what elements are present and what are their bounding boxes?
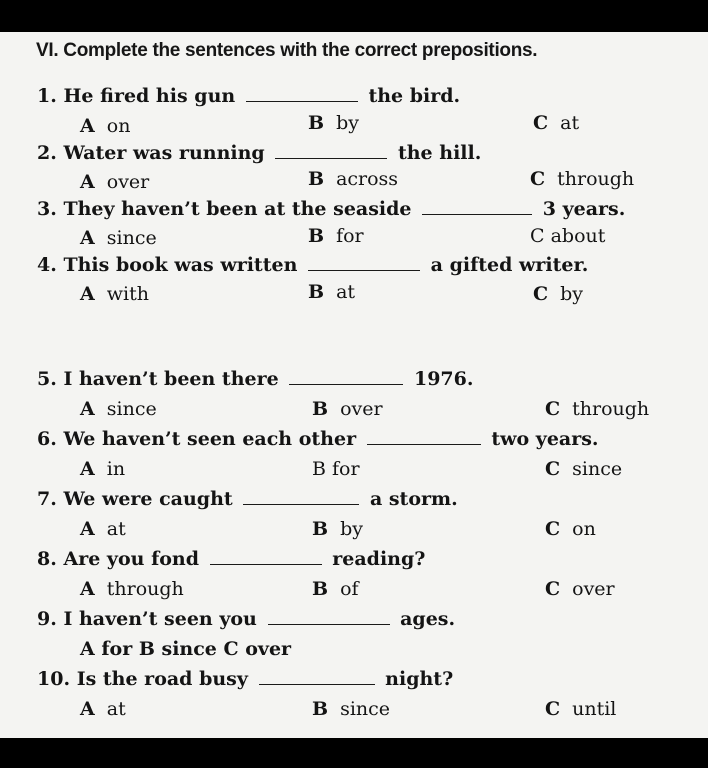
question-text-before: Are you fond — [63, 548, 200, 570]
option-a[interactable]: A since — [80, 227, 157, 249]
option-b[interactable]: B since — [312, 698, 391, 720]
question-text-after: reading? — [332, 548, 426, 570]
question-text-before: I haven’t seen you — [63, 608, 257, 630]
question-1 — [37, 85, 460, 107]
option-a[interactable]: A since — [80, 398, 157, 420]
question-text-before: Water was running — [63, 142, 265, 164]
option-b-text: at — [336, 281, 356, 303]
question-text-before: Is the road busy — [76, 668, 248, 690]
question-8 — [37, 548, 425, 570]
answer-blank[interactable] — [308, 254, 420, 271]
option-a-text: at — [106, 518, 126, 540]
answer-blank[interactable] — [367, 428, 481, 445]
option-c[interactable]: C on — [545, 518, 596, 540]
option-c-text: on — [572, 518, 596, 540]
question-number: 2. — [37, 142, 57, 164]
question-number: 9. — [37, 608, 57, 630]
option-c[interactable]: C at — [533, 112, 580, 134]
option-b-text: since — [340, 698, 391, 720]
option-c[interactable]: C through — [545, 398, 650, 420]
options-line[interactable]: A for B since C over — [80, 638, 292, 660]
option-c[interactable]: C since — [545, 458, 623, 480]
exercise-heading: VI. Complete the sentences with the correct prepositions. — [36, 40, 538, 61]
question-number: 5. — [37, 368, 57, 390]
question-number: 1. — [37, 85, 57, 107]
option-c[interactable]: C through — [530, 168, 635, 190]
option-b[interactable]: B across — [308, 168, 399, 190]
question-2 — [37, 142, 481, 164]
question-10 — [37, 668, 453, 690]
question-number: 4. — [37, 254, 57, 276]
option-c[interactable]: C by — [533, 283, 584, 305]
question-text-before: I haven’t been there — [63, 368, 279, 390]
answer-blank[interactable] — [210, 548, 322, 565]
option-a[interactable]: A through — [80, 578, 184, 600]
option-c-text: through — [572, 398, 650, 420]
option-a[interactable]: A in — [80, 458, 126, 480]
option-a-text: in — [106, 458, 126, 480]
answer-blank[interactable] — [289, 368, 403, 385]
answer-blank[interactable] — [246, 85, 358, 102]
option-a[interactable]: A on — [80, 115, 131, 137]
option-b-text: by — [340, 518, 363, 540]
question-7 — [37, 488, 458, 510]
question-text-before: We haven’t seen each other — [63, 428, 357, 450]
option-c-text: through — [557, 168, 635, 190]
option-b-text: over — [340, 398, 383, 420]
option-b[interactable]: B by — [312, 518, 363, 540]
option-c[interactable]: C until — [545, 698, 617, 720]
option-c-text: until — [572, 698, 617, 720]
option-a[interactable]: A at — [80, 518, 126, 540]
option-a-text: at — [106, 698, 126, 720]
option-b-text: for — [336, 225, 364, 247]
question-text-after: a gifted writer. — [430, 254, 589, 276]
question-text-before: He fired his gun — [63, 85, 236, 107]
option-c-text: at — [560, 112, 580, 134]
question-4 — [37, 254, 588, 276]
option-b-text: B for — [312, 458, 360, 480]
option-b-text: of — [340, 578, 359, 600]
option-a-text: with — [106, 283, 149, 305]
question-9 — [37, 608, 455, 630]
question-number: 8. — [37, 548, 57, 570]
option-c-text: by — [560, 283, 584, 305]
option-b-text: by — [336, 112, 359, 134]
option-b[interactable]: B of — [312, 578, 359, 600]
answer-blank[interactable] — [259, 668, 375, 685]
question-number: 6. — [37, 428, 57, 450]
option-b[interactable]: B over — [312, 398, 383, 420]
option-a-text: since — [106, 227, 157, 249]
question-text-after: 3 years. — [542, 198, 626, 220]
option-c-text: since — [572, 458, 623, 480]
option-b[interactable]: B by — [308, 112, 359, 134]
question-text-after: the bird. — [368, 85, 461, 107]
answer-blank[interactable] — [422, 198, 532, 215]
option-b[interactable]: B for — [308, 225, 364, 247]
option-a-text: on — [106, 115, 131, 137]
option-a-text: since — [106, 398, 157, 420]
question-number: 10. — [37, 668, 71, 690]
question-text-after: the hill. — [397, 142, 482, 164]
option-a-text: over — [106, 171, 150, 193]
question-3 — [37, 198, 625, 220]
option-c-text: over — [572, 578, 615, 600]
answer-blank[interactable] — [275, 142, 387, 159]
answer-blank[interactable] — [243, 488, 359, 505]
option-b-text: across — [336, 168, 399, 190]
option-c-text: C about — [530, 225, 606, 247]
option-a-text: through — [106, 578, 184, 600]
option-a[interactable]: A at — [80, 698, 126, 720]
question-text-after: a storm. — [369, 488, 458, 510]
question-number: 3. — [37, 198, 57, 220]
answer-blank[interactable] — [268, 608, 390, 625]
option-b[interactable] — [312, 458, 360, 480]
option-c[interactable]: C over — [545, 578, 615, 600]
question-6 — [37, 428, 599, 450]
question-5 — [37, 368, 473, 390]
option-b[interactable]: B at — [308, 281, 356, 303]
option-a[interactable]: A over — [80, 171, 150, 193]
question-text-before: They haven’t been at the seaside — [63, 198, 412, 220]
question-text-after: two years. — [491, 428, 599, 450]
question-text-after: night? — [385, 668, 454, 690]
question-text-before: This book was written — [63, 254, 298, 276]
option-a[interactable]: A with — [80, 283, 149, 305]
question-text-after: 1976. — [413, 368, 474, 390]
question-text-after: ages. — [400, 608, 456, 630]
question-text-before: We were caught — [63, 488, 233, 510]
question-number: 7. — [37, 488, 57, 510]
option-c[interactable] — [530, 225, 605, 247]
